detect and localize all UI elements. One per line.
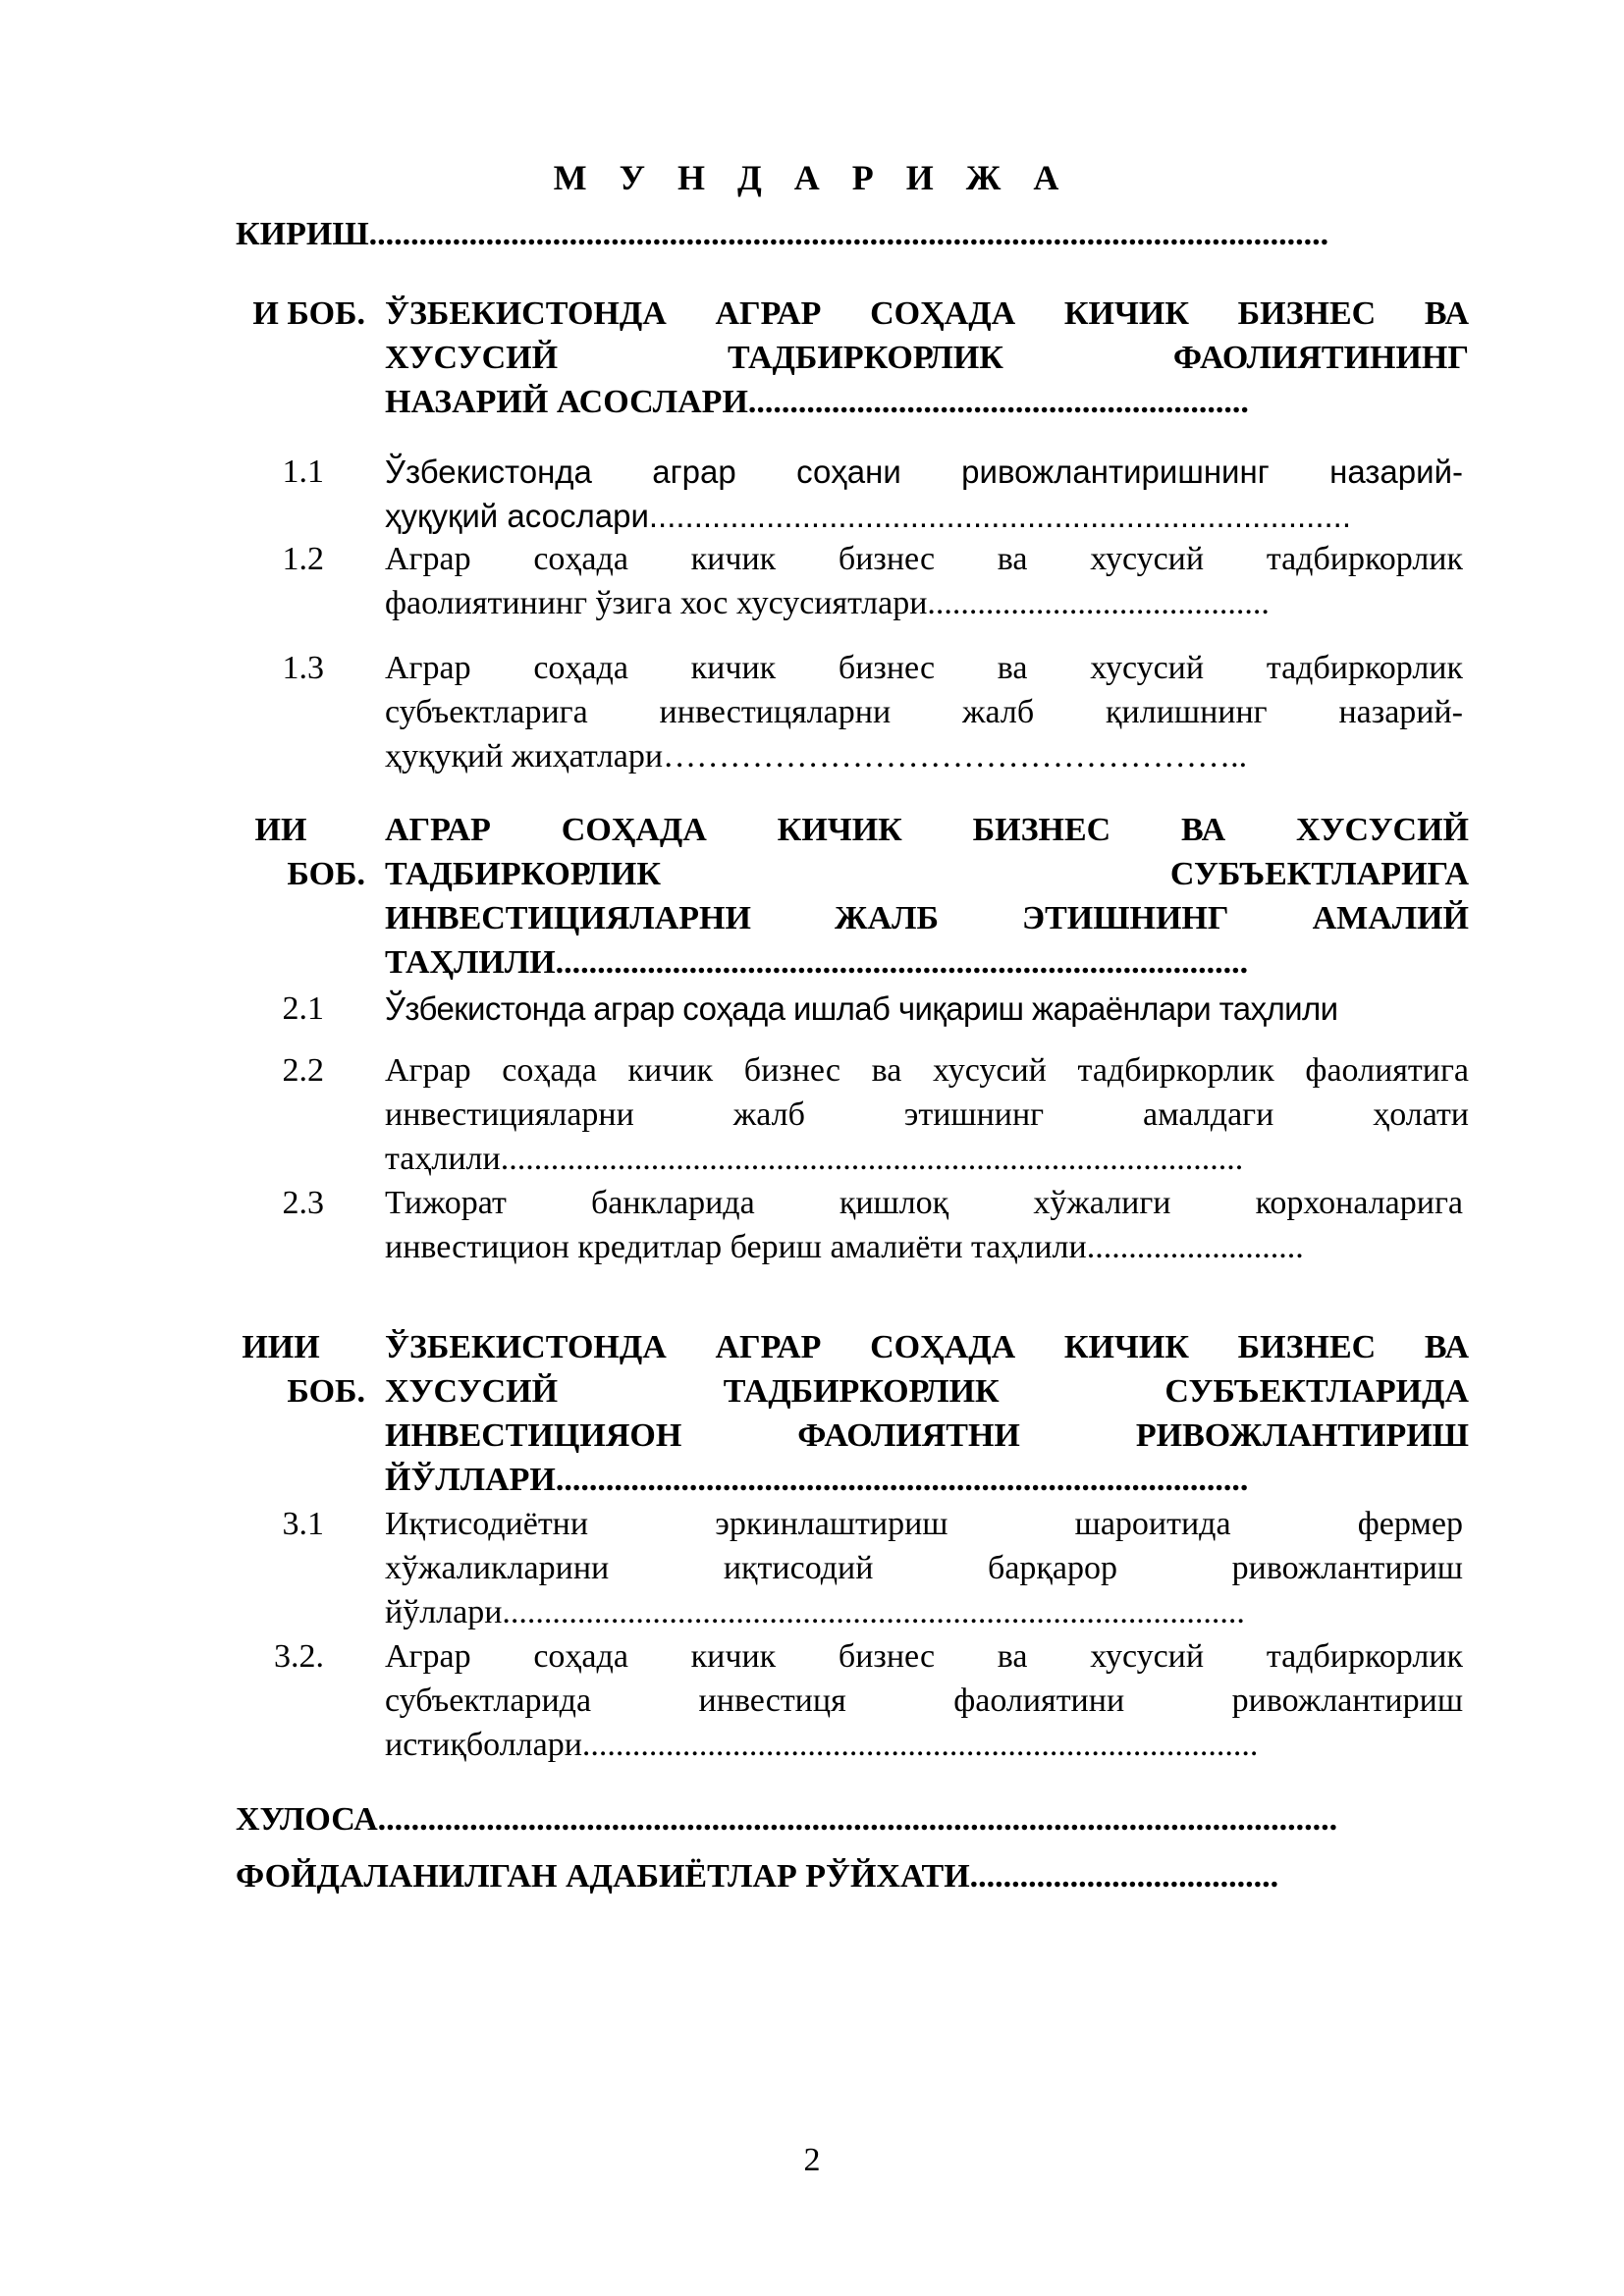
section-title-line: инвестицияларни жалб этишнинг амалдаги ҳолати [385, 1096, 1469, 1133]
chapter-1-label: И БОБ. [252, 295, 365, 332]
section-number: 3.2. [274, 1638, 324, 1675]
section-title-line: хўжаликларини иқтисодий барқарор ривожлантириш [385, 1550, 1463, 1586]
section-title-line: Тижорат банкларида қишлоқ хўжалиги корхоналарига [385, 1185, 1463, 1221]
toc-conclusion: ХУЛОСА................................................................................................................... [236, 1801, 1338, 1838]
section-number: 1.2 [282, 541, 324, 577]
page-number: 2 [803, 2142, 821, 2178]
chapter-3-title-line: ЙЎЛЛАРИ................................................................................... [385, 1462, 1249, 1498]
section-title-line: Аграр соҳада кичик бизнес ва хусусий тадбиркорлик [385, 1638, 1463, 1675]
section-title-line: Ўзбекистонда аграр соҳада ишлаб чиқариш жараёнлари таҳлили [385, 990, 1338, 1027]
section-title-line: Ўзбекистонда аграр соҳани ривожлантиришнинг назарий- [385, 454, 1463, 490]
section-number: 2.3 [282, 1185, 324, 1221]
section-number: 3.1 [282, 1506, 324, 1542]
section-number: 2.2 [282, 1052, 324, 1089]
toc-intro: КИРИШ................................................................................................................... [236, 216, 1329, 252]
chapter-1-title-line: ЎЗБЕКИСТОНДА АГРАР СОҲАДА КИЧИК БИЗНЕС ВА [385, 295, 1469, 332]
chapter-1-title-line: ХУСУСИЙ ТАДБИРКОРЛИК ФАОЛИЯТИНИНГ [385, 340, 1469, 376]
toc-references: ФОЙДАЛАНИЛГАН АДАБИЁТЛАР РЎЙХАТИ..................................... [236, 1858, 1279, 1895]
section-title-line: Иқтисодиётни эркинлаштириш шароитида фермер [385, 1506, 1463, 1542]
chapter-3-title-line: ЎЗБЕКИСТОНДА АГРАР СОҲАДА КИЧИК БИЗНЕС ВА [385, 1329, 1469, 1365]
chapter-1-title-line: НАЗАРИЙ АСОСЛАРИ............................................................ [385, 384, 1249, 420]
chapter-2-label: ИИ [254, 812, 307, 848]
section-title-line: субъектларида инвестиця фаолиятини ривожлантириш [385, 1682, 1463, 1719]
chapter-3-label: ИИИ [242, 1329, 320, 1365]
section-number: 1.3 [282, 650, 324, 686]
section-title-line: Аграр соҳада кичик бизнес ва хусусий тадбиркорлик [385, 650, 1463, 686]
chapter-2-title-line: АГРАР СОҲАДА КИЧИК БИЗНЕС ВА ХУСУСИЙ [385, 812, 1469, 848]
chapter-3-label: БОБ. [287, 1373, 365, 1410]
chapter-3-title-line: ХУСУСИЙ ТАДБИРКОРЛИК СУБЪЕКТЛАРИДА [385, 1373, 1469, 1410]
section-title-line: таҳлили......................................................................................... [385, 1141, 1244, 1177]
chapter-2-title-line: ТАҲЛИЛИ................................................................................... [385, 944, 1249, 981]
section-title-line: йўллари......................................................................................... [385, 1594, 1245, 1630]
section-title-line: Аграр соҳада кичик бизнес ва хусусий тадбиркорлик [385, 541, 1463, 577]
section-title-line: ҳуқуқий жиҳатлари…………………………………………….. [385, 738, 1248, 774]
section-number: 1.1 [282, 454, 324, 490]
section-number: 2.1 [282, 990, 324, 1027]
chapter-2-title-line: ТАДБИРКОРЛИК СУБЪЕКТЛАРИГА [385, 856, 1469, 892]
section-title-line: инвестицион кредитлар бериш амалиёти таҳлили.......................... [385, 1229, 1304, 1265]
section-title-line: истиқболлари................................................................................. [385, 1727, 1259, 1763]
section-title-line: ҳуқуқий асослари.............................................................................. [385, 498, 1352, 534]
section-title-line: субъектларига инвестицяларни жалб қилишнинг назарий- [385, 694, 1463, 730]
chapter-3-title-line: ИНВЕСТИЦИЯОН ФАОЛИЯТНИ РИВОЖЛАНТИРИШ [385, 1417, 1469, 1454]
section-title-line: Аграр соҳада кичик бизнес ва хусусий тадбиркорлик фаолиятига [385, 1052, 1469, 1089]
section-title-line: фаолиятининг ўзига хос хусусиятлари......................................... [385, 585, 1270, 621]
page-title: М У Н Д А Р И Ж А [553, 158, 1071, 197]
chapter-2-title-line: ИНВЕСТИЦИЯЛАРНИ ЖАЛБ ЭТИШНИНГ АМАЛИЙ [385, 900, 1469, 936]
chapter-2-label: БОБ. [287, 856, 365, 892]
